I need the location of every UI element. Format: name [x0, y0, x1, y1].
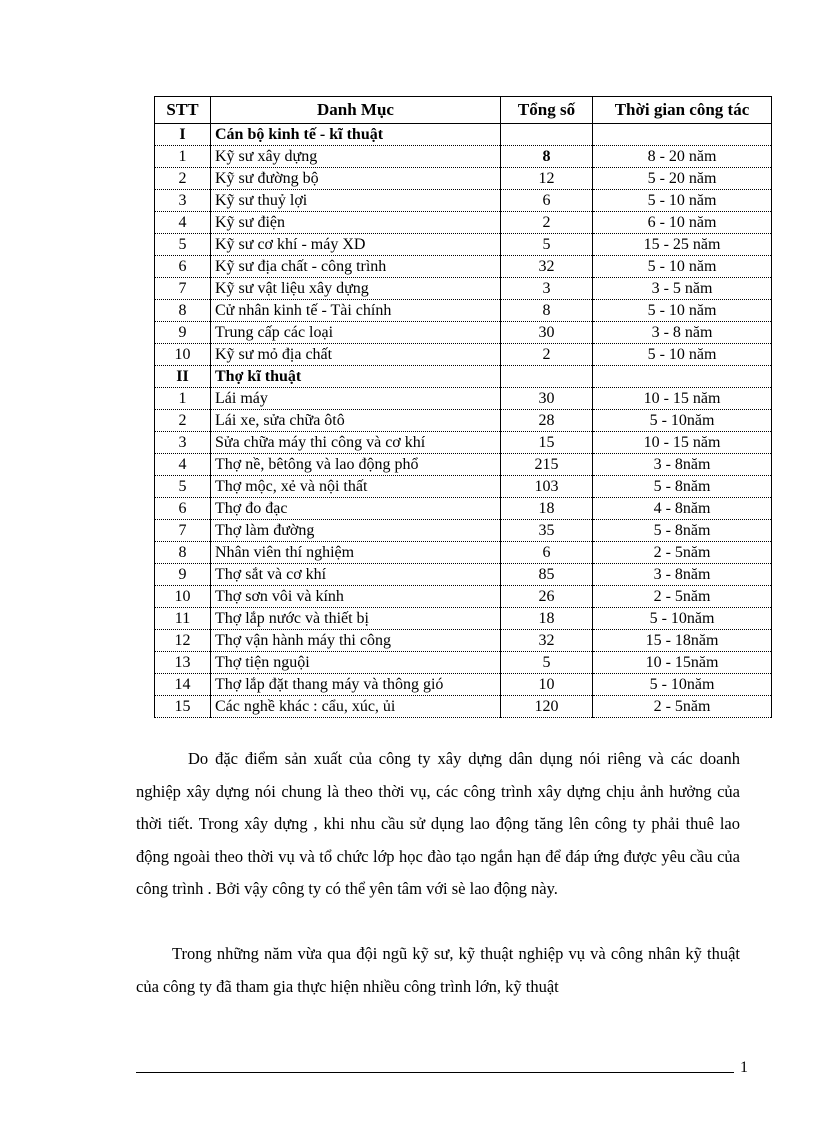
- table-body: [155, 124, 772, 718]
- table-row: [155, 168, 772, 190]
- row-total: 103: [501, 476, 593, 498]
- row-time: 10 - 15 năm: [593, 432, 772, 454]
- row-name: Thợ làm đường: [211, 520, 501, 542]
- group-row: [155, 366, 772, 388]
- group-title: Thợ kĩ thuật: [211, 366, 501, 388]
- row-stt: 1: [155, 146, 211, 168]
- row-time: 10 - 15năm: [593, 652, 772, 674]
- row-name: Trung cấp các loại: [211, 322, 501, 344]
- row-total: 12: [501, 168, 593, 190]
- row-stt: 10: [155, 586, 211, 608]
- row-total: 8: [501, 300, 593, 322]
- paragraph-1: Do đặc điểm sản xuất của công ty xây dựng dân dụng nói riêng và các doanh nghiệp xây dựng nói chung là theo thời vụ, các công trình xây dựng chịu ảnh hưởng của thời tiết. Trong xây dựng , khi nhu cầu sử dụng lao động tăng lên công ty phải thuê lao động ngoài theo thời vụ và tổ chức lớp học đào tạo ngắn hạn để đáp ứng được yêu cầu của công trình . Bởi vậy công ty có thể yên tâm với sè lao động này.: [136, 749, 740, 898]
- row-total: 85: [501, 564, 593, 586]
- row-stt: 3: [155, 432, 211, 454]
- row-stt: 5: [155, 234, 211, 256]
- row-time: 6 - 10 năm: [593, 212, 772, 234]
- group-total-empty: [501, 366, 593, 388]
- row-stt: 8: [155, 300, 211, 322]
- row-time: 3 - 5 năm: [593, 278, 772, 300]
- row-name: Thợ đo đạc: [211, 498, 501, 520]
- group-stt: I: [155, 124, 211, 146]
- row-total: 30: [501, 322, 593, 344]
- table-row: [155, 564, 772, 586]
- row-time: 2 - 5năm: [593, 586, 772, 608]
- table-row: [155, 454, 772, 476]
- table-row: [155, 234, 772, 256]
- row-time: 3 - 8năm: [593, 454, 772, 476]
- row-time: 5 - 8năm: [593, 520, 772, 542]
- row-stt: 4: [155, 454, 211, 476]
- row-name: Kỹ sư cơ khí - máy XD: [211, 234, 501, 256]
- row-name: Thợ sơn vôi và kính: [211, 586, 501, 608]
- table-row: [155, 498, 772, 520]
- row-name: Kỹ sư thuỷ lợi: [211, 190, 501, 212]
- table-row: [155, 300, 772, 322]
- row-time: 4 - 8năm: [593, 498, 772, 520]
- row-time: 5 - 10 năm: [593, 344, 772, 366]
- table-row: [155, 674, 772, 696]
- row-total: 30: [501, 388, 593, 410]
- row-stt: 4: [155, 212, 211, 234]
- row-stt: 6: [155, 256, 211, 278]
- row-name: Thợ sắt và cơ khí: [211, 564, 501, 586]
- row-total: 2: [501, 344, 593, 366]
- header-total: Tổng số: [501, 97, 593, 124]
- row-total: 2: [501, 212, 593, 234]
- group-stt: II: [155, 366, 211, 388]
- table-row: [155, 630, 772, 652]
- footer-rule: [136, 1072, 734, 1073]
- row-name: Thợ lắp đặt thang máy và thông gió: [211, 674, 501, 696]
- row-total: 32: [501, 256, 593, 278]
- row-time: 3 - 8năm: [593, 564, 772, 586]
- row-stt: 2: [155, 410, 211, 432]
- row-name: Lái xe, sửa chữa ôtô: [211, 410, 501, 432]
- staff-table: [154, 96, 772, 718]
- row-time: 15 - 25 năm: [593, 234, 772, 256]
- row-time: 5 - 10 năm: [593, 300, 772, 322]
- row-time: 5 - 10 năm: [593, 190, 772, 212]
- row-stt: 1: [155, 388, 211, 410]
- row-total: 35: [501, 520, 593, 542]
- row-total: 6: [501, 190, 593, 212]
- row-total: 18: [501, 498, 593, 520]
- row-total: 15: [501, 432, 593, 454]
- row-stt: 3: [155, 190, 211, 212]
- table-row: [155, 278, 772, 300]
- header-work-time: Thời gian công tác: [593, 97, 772, 124]
- paragraph-2: Trong những năm vừa qua đội ngũ kỹ sư, kỹ thuật nghiệp vụ và công nhân kỹ thuật của công ty đã tham gia thực hiện nhiều công trình lớn, kỹ thuật: [136, 944, 740, 996]
- table-row: [155, 476, 772, 498]
- row-total: 120: [501, 696, 593, 718]
- row-total: 5: [501, 234, 593, 256]
- table-row: [155, 344, 772, 366]
- table-header-row: [155, 97, 772, 124]
- row-total: 215: [501, 454, 593, 476]
- table-row: [155, 696, 772, 718]
- header-category: Danh Mục: [211, 97, 501, 124]
- group-time-empty: [593, 124, 772, 146]
- row-stt: 11: [155, 608, 211, 630]
- row-total: 18: [501, 608, 593, 630]
- table-row: [155, 608, 772, 630]
- group-time-empty: [593, 366, 772, 388]
- page-number: 1: [740, 1059, 748, 1076]
- header-stt: STT: [155, 97, 211, 124]
- row-stt: 9: [155, 322, 211, 344]
- row-name: Nhân viên thí nghiệm: [211, 542, 501, 564]
- row-total: 8: [501, 146, 593, 168]
- row-total: 10: [501, 674, 593, 696]
- row-total: 28: [501, 410, 593, 432]
- row-stt: 9: [155, 564, 211, 586]
- row-stt: 8: [155, 542, 211, 564]
- table-row: [155, 256, 772, 278]
- table-row: [155, 542, 772, 564]
- row-name: Các nghề khác : cẩu, xúc, ủi: [211, 696, 501, 718]
- row-time: 2 - 5năm: [593, 542, 772, 564]
- row-stt: 12: [155, 630, 211, 652]
- table-row: [155, 190, 772, 212]
- row-stt: 14: [155, 674, 211, 696]
- row-name: Thợ vận hành máy thi công: [211, 630, 501, 652]
- row-name: Sửa chữa máy thi công và cơ khí: [211, 432, 501, 454]
- row-name: Cử nhân kinh tế - Tài chính: [211, 300, 501, 322]
- row-stt: 7: [155, 520, 211, 542]
- row-stt: 5: [155, 476, 211, 498]
- row-time: 10 - 15 năm: [593, 388, 772, 410]
- row-time: 5 - 10năm: [593, 674, 772, 696]
- row-stt: 10: [155, 344, 211, 366]
- row-name: Thợ nề, bêtông và lao động phổ: [211, 454, 501, 476]
- row-name: Lái máy: [211, 388, 501, 410]
- table-row: [155, 212, 772, 234]
- group-row: [155, 124, 772, 146]
- table-row: [155, 410, 772, 432]
- row-stt: 13: [155, 652, 211, 674]
- row-time: 8 - 20 năm: [593, 146, 772, 168]
- row-stt: 15: [155, 696, 211, 718]
- row-total: 26: [501, 586, 593, 608]
- group-title: Cán bộ kinh tế - kĩ thuật: [211, 124, 501, 146]
- row-name: Thợ tiện nguội: [211, 652, 501, 674]
- row-name: Kỹ sư đường bộ: [211, 168, 501, 190]
- row-total: 6: [501, 542, 593, 564]
- row-stt: 2: [155, 168, 211, 190]
- table-row: [155, 388, 772, 410]
- table-row: [155, 146, 772, 168]
- row-name: Kỹ sư địa chất - công trình: [211, 256, 501, 278]
- row-name: Kỹ sư mỏ địa chất: [211, 344, 501, 366]
- table-row: [155, 322, 772, 344]
- row-name: Thợ lắp nước và thiết bị: [211, 608, 501, 630]
- row-name: Kỹ sư điện: [211, 212, 501, 234]
- row-name: Kỹ sư vật liệu xây dựng: [211, 278, 501, 300]
- table-row: [155, 652, 772, 674]
- row-time: 5 - 8năm: [593, 476, 772, 498]
- table-row: [155, 432, 772, 454]
- row-total: 32: [501, 630, 593, 652]
- row-name: Thợ mộc, xẻ và nội thất: [211, 476, 501, 498]
- row-total: 3: [501, 278, 593, 300]
- row-stt: 6: [155, 498, 211, 520]
- group-total-empty: [501, 124, 593, 146]
- row-time: 15 - 18năm: [593, 630, 772, 652]
- row-total: 5: [501, 652, 593, 674]
- row-time: 3 - 8 năm: [593, 322, 772, 344]
- table-row: [155, 520, 772, 542]
- table-row: [155, 586, 772, 608]
- row-time: 2 - 5năm: [593, 696, 772, 718]
- row-name: Kỹ sư xây dựng: [211, 146, 501, 168]
- row-time: 5 - 10năm: [593, 410, 772, 432]
- row-stt: 7: [155, 278, 211, 300]
- row-time: 5 - 20 năm: [593, 168, 772, 190]
- row-time: 5 - 10năm: [593, 608, 772, 630]
- row-time: 5 - 10 năm: [593, 256, 772, 278]
